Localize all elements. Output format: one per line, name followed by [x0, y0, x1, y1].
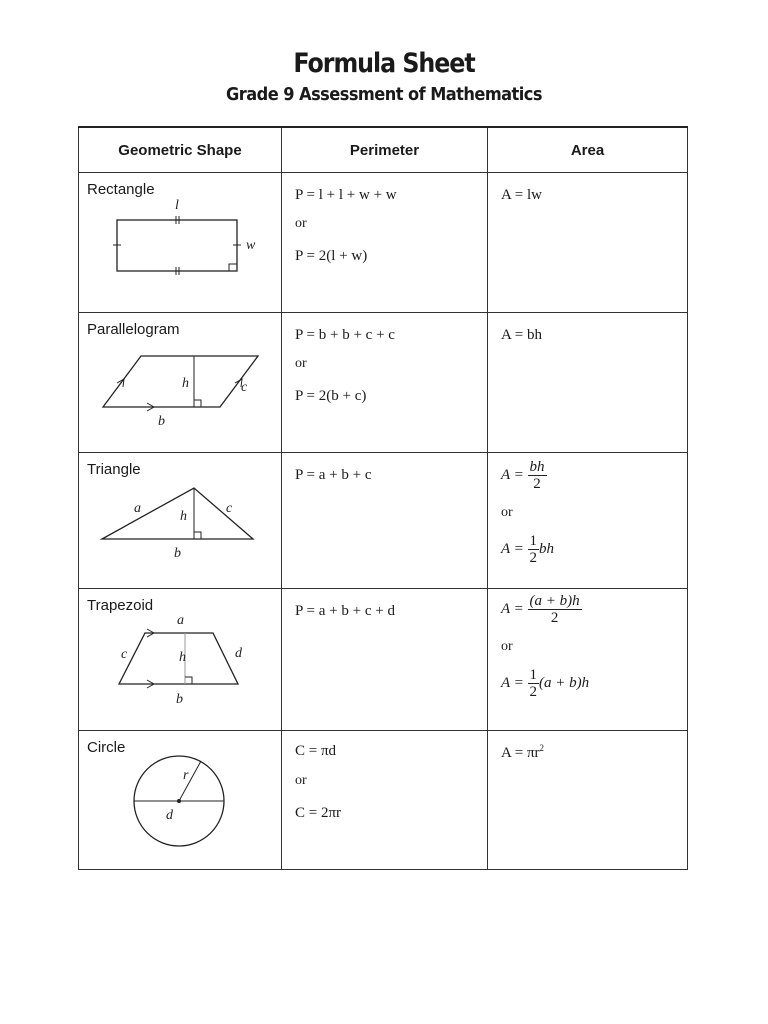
area-cell-circle [488, 731, 688, 870]
label-w: w [246, 238, 256, 253]
perimeter-formula-trapezoid: P = a + b + c + d [295, 603, 395, 619]
shape-cell-trapezoid [79, 589, 282, 731]
label-a: a [177, 613, 184, 628]
page-title: Formula Sheet [293, 48, 475, 79]
shape-name-circle: Circle [87, 739, 126, 756]
table-row-triangle [79, 453, 688, 589]
perimeter-cell-circle [282, 731, 488, 870]
label-h: h [179, 650, 186, 665]
area-cell-rectangle [488, 173, 688, 313]
triangle-diagram [79, 453, 282, 588]
area-formula-triangle-1: A = $\frac{bh}{2}$ [501, 459, 545, 492]
table-row-circle [79, 731, 688, 870]
area-cell-parallelogram [488, 313, 688, 453]
header-area: Area [488, 127, 688, 173]
label-h: h [182, 376, 189, 391]
table-row-trapezoid [79, 589, 688, 731]
shape-name-parallelogram: Parallelogram [87, 321, 180, 338]
label-c: c [241, 380, 248, 395]
label-c: c [121, 647, 128, 662]
shape-name-rectangle: Rectangle [87, 181, 155, 198]
label-d: d [235, 646, 242, 661]
fraction: $\frac{1}{2}$ [529, 667, 538, 700]
table-row-rectangle [79, 173, 688, 313]
fraction: $\frac{1}{2}$ [529, 533, 538, 566]
area-formula-trapezoid-2: A = $\frac{1}{2}$ (a + b)h [501, 667, 590, 700]
shape-name-trapezoid: Trapezoid [87, 597, 154, 614]
area-cell-trapezoid [488, 589, 688, 731]
header-geometric-shape: Geometric Shape [79, 127, 282, 173]
formula-table [78, 126, 688, 870]
label-a: a [134, 501, 141, 516]
perimeter-cell-rectangle [282, 173, 488, 313]
table-header-row [79, 127, 688, 173]
trapezoid-diagram [79, 589, 282, 730]
perimeter-formula-rectangle-1: P = l + l + w + w [295, 187, 397, 203]
perimeter-formula-rectangle-2: P = 2(l + w) [295, 248, 368, 264]
shape-cell-parallelogram [79, 313, 282, 453]
parallelogram-diagram [79, 313, 282, 452]
or-label: or [501, 505, 513, 520]
or-label: or [295, 356, 307, 371]
fraction: $\frac{bh}{2}$ [529, 459, 545, 492]
label-b: b [174, 546, 181, 561]
perimeter-cell-triangle [282, 453, 488, 589]
table-row-parallelogram [79, 313, 688, 453]
circumference-formula-1: C = πd [295, 743, 337, 759]
area-formula-rectangle: A = lw [501, 187, 542, 203]
area-formula-parallelogram: A = bh [501, 327, 542, 343]
or-label: or [501, 639, 513, 654]
label-l: l [175, 198, 179, 213]
shape-cell-triangle [79, 453, 282, 589]
perimeter-formula-triangle: P = a + b + c [295, 467, 372, 483]
circumference-formula-2: C = 2πr [295, 805, 342, 821]
area-formula-circle: $A = \pi r^2$ [501, 743, 545, 761]
shape-cell-rectangle [79, 173, 282, 313]
label-r: r [183, 768, 189, 783]
circle-diagram [79, 731, 282, 869]
perimeter-cell-trapezoid [282, 589, 488, 731]
label-c: c [226, 501, 233, 516]
label-b: b [158, 414, 165, 429]
fraction: $\frac{(a + b)h}{2}$ [529, 593, 580, 626]
label-b: b [176, 692, 183, 707]
or-label: or [295, 773, 307, 788]
shape-cell-circle [79, 731, 282, 870]
perimeter-formula-parallelogram-2: P = 2(b + c) [295, 388, 367, 404]
shape-name-triangle: Triangle [87, 461, 141, 478]
perimeter-formula-parallelogram-1: P = b + b + c + c [295, 327, 395, 343]
area-cell-triangle [488, 453, 688, 589]
label-d: d [166, 808, 173, 823]
label-h: h [180, 509, 187, 524]
area-formula-triangle-2: A = $\frac{1}{2}$ bh [501, 533, 555, 566]
or-label: or [295, 216, 307, 231]
header-perimeter: Perimeter [282, 127, 488, 173]
perimeter-cell-parallelogram [282, 313, 488, 453]
page-subtitle: Grade 9 Assessment of Mathematics [226, 84, 542, 105]
rectangle-diagram [79, 173, 282, 312]
area-formula-trapezoid-1: A = $\frac{(a + b)h}{2}$ [501, 593, 580, 626]
